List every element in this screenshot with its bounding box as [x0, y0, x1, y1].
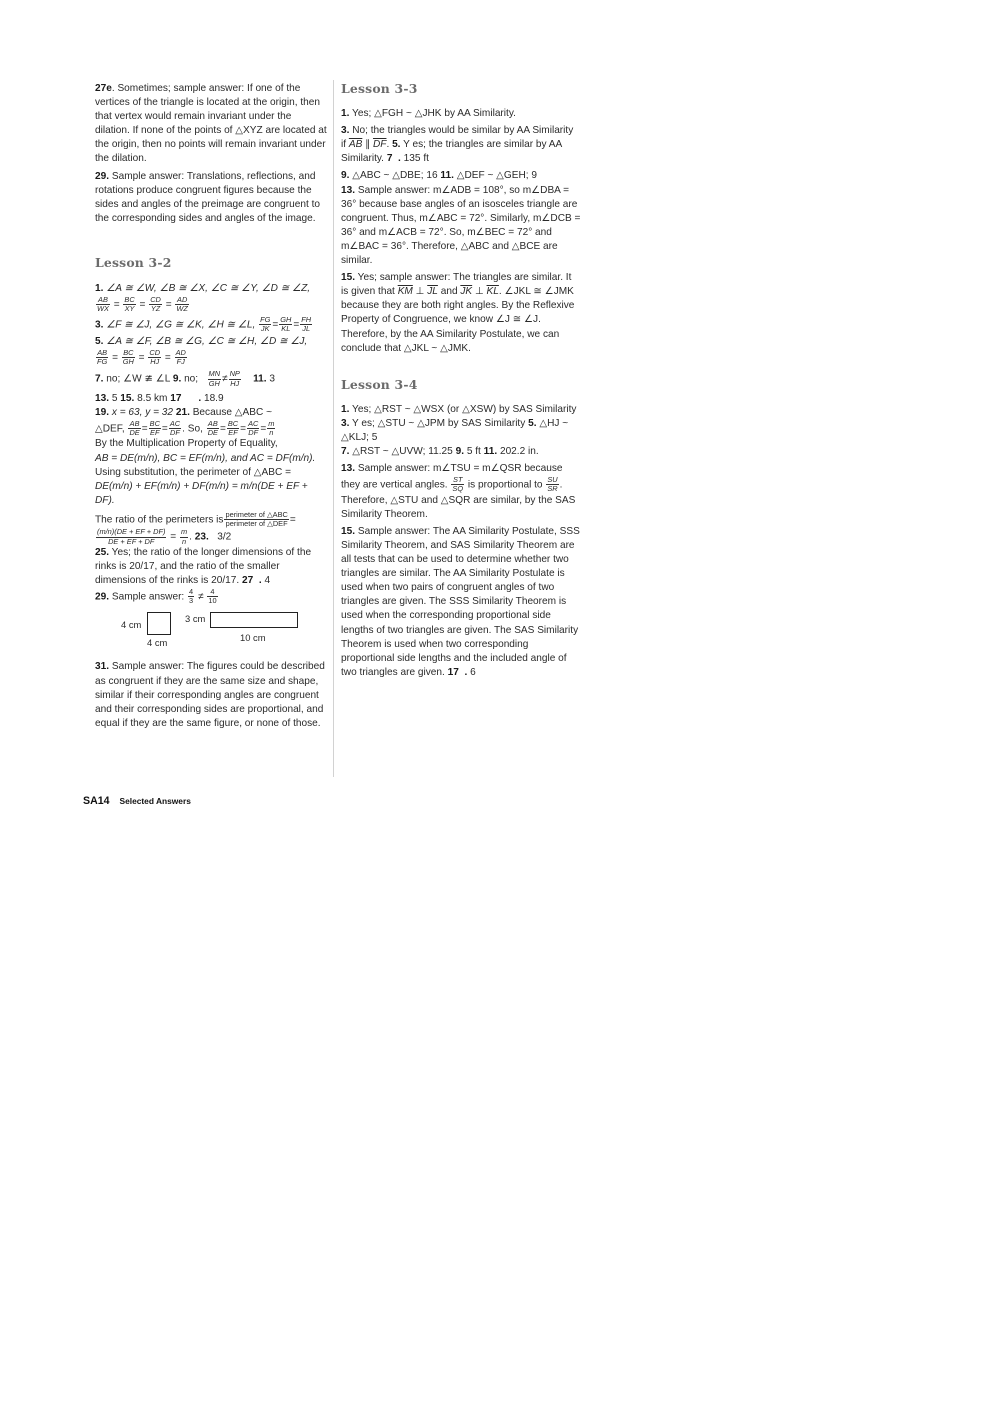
answer-r13: 13. Sample answer: m∠ADB = 108°, so m∠DBA = 36° because base angles of an isosceles triangle are congruent. Thus, m∠ABC = 72°. Similarly, m∠DCB = 36° and m∠ACB = 72°. So, m∠BEC = 72° and m∠BAC = 36°. Therefore, △ABC and △BCE are similar.	[341, 184, 581, 267]
answer-s1-3-5: 1. Yes; △RST ~ △WSX (or △XSW) by SAS Similarity 3. Y es; △STU ~ △JPM by SAS Similarity 5. △HJ ~ △KLJ; 5	[341, 403, 577, 443]
rectangle-shape	[210, 612, 298, 628]
rect-bottom-label: 10 cm	[240, 632, 266, 644]
answer-1: 1. ∠A ≅ ∠W, ∠B ≅ ∠X, ∠C ≅ ∠Y, ∠D ≅ ∠Z, $\frac{AB}{WX}$ = $\frac{BC}{XY}$ = $\frac{CD}{YZ}$ = $\frac{AD}{WZ}$	[95, 283, 311, 314]
answer-s7-9-11: 7. △RST ~ △UVW; 11.25 9. 5 ft 11. 202.2 in.	[341, 446, 539, 458]
answer-29-sample: 29. Sample answer: $\frac{4}{3}$ ≠ $\frac{4}{10}$	[95, 587, 217, 606]
answer-s15-17: 15. Sample answer: The AA Similarity Postulate, SSS Similarity Theorem, and SAS Similarity Theorem are all tests that can be used to determine whether two triangles are similar. The AA Similarity Postulate is used when two pairs of congruent angles of two triangles are given. The SSS Similarity Theorem is used when the corresponding proportional side lengths of two triangles are given. The SAS Similarity Theorem is used when two corresponding proportional side lengths and the included angle of two triangles are given. 17 . 6	[341, 525, 580, 678]
answer-3: 3. ∠F ≅ ∠J, ∠G ≅ ∠K, ∠H ≅ ∠L, $\frac{FG}{JK}$ = $\frac{GH}{KL}$ = $\frac{FH}{JL}$	[95, 314, 312, 333]
square-side-label: 4 cm	[121, 619, 142, 631]
rectangles-figure	[95, 608, 327, 652]
square-bottom-label: 4 cm	[147, 637, 168, 649]
answer-r9-11: 9. △ABC ~ △DBE; 16 11. △DEF ~ △GEH; 9	[341, 170, 538, 182]
answer-19-21: 19. x = 63, y = 32 21. Because △ABC ~ △DEF, $\frac{AB}{DE}$ = $\frac{BC}{EF}$ = $\frac{AC}{DF}$ . So, $\frac{AB}{DE}$ = $\frac{BC}{EF}$ = $\frac{AC}{DF}$ = $\frac{m}{n}$ By the Multiplication Property of Equality, AB = DE(m/n), BC = EF(m/n), and AC = DF(m/n). Using substitution, the perimeter of △ABC = DE(m/n) + EF(m/n) + DF(m/n) = m/n(DE + EF + DF).	[95, 406, 316, 506]
answer-r3-5-7: 3. No; the triangles would be similar by AA Similarity if $\overline{AB}$ ∥ $\overline{DF}$. 5. Y es; the triangles are similar by AA Similarity. 7 . 135 ft	[341, 125, 574, 165]
answer-27e: 27e. Sometimes; sample answer: If one of the vertices of the triangle is located at the origin, then that vertex would remain invariant under the dilation. If none of the points of △XYZ are located at the origin, then no points will remain invariant under the dilation.	[95, 83, 327, 165]
footer-label: Selected Answers	[119, 796, 191, 806]
answer-29: 29. Sample answer: Translations, reflections, and rotations produce congruent figures because the sides and angles of the preimage are congruent to the corresponding sides and angles of the image.	[95, 170, 321, 224]
answer-31: 31. Sample answer: The figures could be described as congruent if they are the same size and shape, similar if their corresponding angles are congruent and their corresponding sides are proportional, and equal if they are the same figure, or none of those.	[95, 661, 325, 729]
lesson-3-2-heading: Lesson 3-2	[95, 254, 172, 270]
rect-side-label: 3 cm	[185, 613, 206, 625]
lesson-3-4-heading: Lesson 3-4	[341, 376, 418, 392]
answer-13-15-17: 13. 5 15. 8.5 km 17 . 18.9	[95, 392, 224, 404]
lesson-3-3-heading: Lesson 3-3	[341, 81, 418, 96]
answer-s13: 13. Sample answer: m∠TSU = m∠QSR because they are vertical angles. $\frac{ST}{SQ}$ is proportional to $\frac{SU}{SR}$ . Therefore, △STU and △SQR are similar, by the SAS Similarity Theorem.	[341, 463, 576, 520]
answer-r15: 15. Yes; sample answer: The triangles are similar. It is given that $\overline{KM}$ ⊥ $\overline{JL}$ and $\overline{JK}$ ⊥ $\overline{KL}$. ∠JKL ≅ ∠JMK because they are both right angles. By the Reflexive Property of Congruence, we know ∠J ≅ ∠J. Therefore, by the AA Similarity Postulate, we can conclude that △JKL ~ △JMK.	[341, 272, 575, 354]
answer-7-9-11: 7. no; ∠W ≇ ∠L 9. no; $\frac{MN}{GH}$ ≠ $\frac{NP}{HJ}$ 11. 3	[95, 369, 275, 388]
answer-25-27: 25. Yes; the ratio of the longer dimensions of the rinks is 20/17, and the ratio of the smaller dimensions of the rinks is 20/17. 27 . 4	[95, 546, 312, 586]
right-column	[341, 82, 581, 680]
answer-r1: 1. Yes; △FGH ~ △JHK by AA Similarity.	[341, 108, 516, 120]
answer-21-ratio: The ratio of the perimeters is $\frac{\text{perimeter of △ABC}}{\text{perimeter of △DEF}}$ = $\frac{(m/n)(DE + EF + DF)}{DE + EF + DF}$ = $\frac{m}{n}$ . 23. 3/2	[95, 509, 296, 546]
square-shape	[147, 612, 171, 635]
answer-5: 5. ∠A ≅ ∠F, ∠B ≅ ∠G, ∠C ≅ ∠H, ∠D ≅ ∠J, $\frac{AB}{FG}$ = $\frac{BC}{GH}$ = $\frac{CD}{HJ}$ = $\frac{AD}{FJ}$	[95, 335, 308, 367]
page-number: SA14	[83, 795, 110, 807]
column-divider	[333, 80, 334, 777]
page-footer	[83, 795, 191, 807]
left-column	[95, 82, 327, 731]
